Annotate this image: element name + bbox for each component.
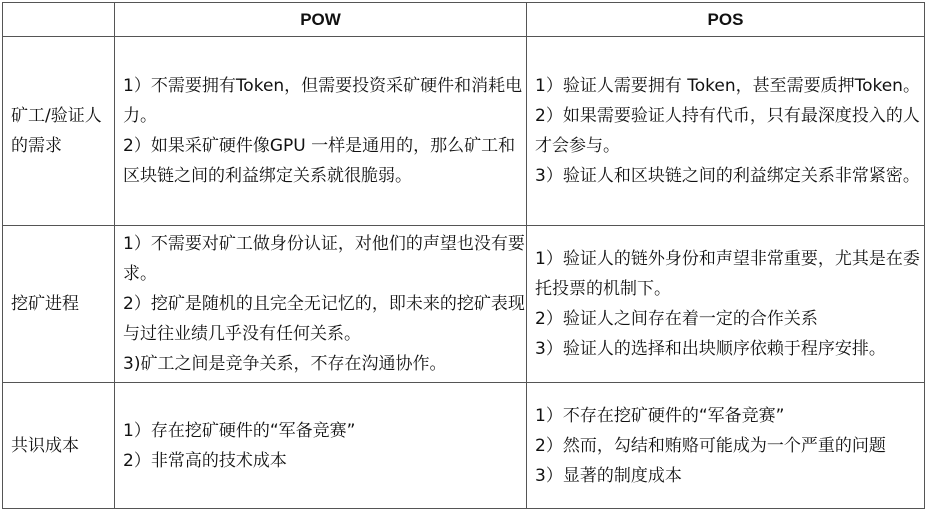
- cell-line: 2）挖矿是随机的且完全无记忆的，即未来的挖矿表现与过往业绩几乎没有任何关系。: [123, 294, 525, 344]
- pow-mining-cell: [115, 226, 527, 383]
- table-row: [3, 383, 925, 509]
- comparison-table: [2, 2, 925, 509]
- pos-cost-cell: [527, 383, 925, 509]
- cell-line: 3)矿工之间是竞争关系，不存在沟通协作。: [123, 354, 447, 374]
- pos-requirements-cell: [527, 37, 925, 226]
- cell-line: 1）验证人的链外身份和声望非常重要，尤其是在委托投票的机制下。: [535, 249, 920, 299]
- row-label-requirements: 矿工/验证人的需求: [3, 37, 115, 226]
- cell-line: 2）如果需要验证人持有代币，只有最深度投入的人才会参与。: [535, 106, 920, 156]
- cell-line: 1）不需要拥有Token，但需要投资采矿硬件和消耗电力。: [123, 76, 523, 126]
- cell-line: 2）然而，勾结和贿赂可能成为一个严重的问题: [535, 435, 886, 456]
- cell-line: 3）验证人的选择和出块顺序依赖于程序安排。: [535, 339, 886, 359]
- table-row: [3, 37, 925, 226]
- cell-line: 2）验证人之间存在着一定的合作关系: [535, 309, 818, 329]
- pos-mining-cell: [527, 226, 925, 383]
- pow-cost-cell: [115, 383, 527, 509]
- cell-line: 1）存在挖矿硬件的“军备竞赛”: [123, 420, 356, 441]
- row-label-mining-process: 挖矿进程: [3, 226, 115, 383]
- header-empty: [3, 3, 115, 37]
- table-row: [3, 226, 925, 383]
- cell-line: 3）显著的制度成本: [535, 465, 682, 486]
- row-label-consensus-cost: 共识成本: [3, 383, 115, 509]
- header-pow: POW: [115, 3, 527, 37]
- cell-line: 2）非常高的技术成本: [123, 450, 287, 471]
- cell-line: 1）验证人需要拥有 Token，甚至需要质押Token。: [535, 76, 920, 96]
- cell-line: 1）不存在挖矿硬件的“军备竞赛”: [535, 405, 785, 426]
- header-pos: POS: [527, 3, 925, 37]
- cell-line: 1）不需要对矿工做身份认证，对他们的声望也没有要求。: [123, 234, 525, 284]
- cell-line: 3）验证人和区块链之间的利益绑定关系非常紧密。: [535, 166, 920, 186]
- header-row: [3, 3, 925, 37]
- pow-requirements-cell: [115, 37, 527, 226]
- cell-line: 2）如果采矿硬件像GPU 一样是通用的，那么矿工和区块链之间的利益绑定关系就很脆弱。: [123, 136, 516, 186]
